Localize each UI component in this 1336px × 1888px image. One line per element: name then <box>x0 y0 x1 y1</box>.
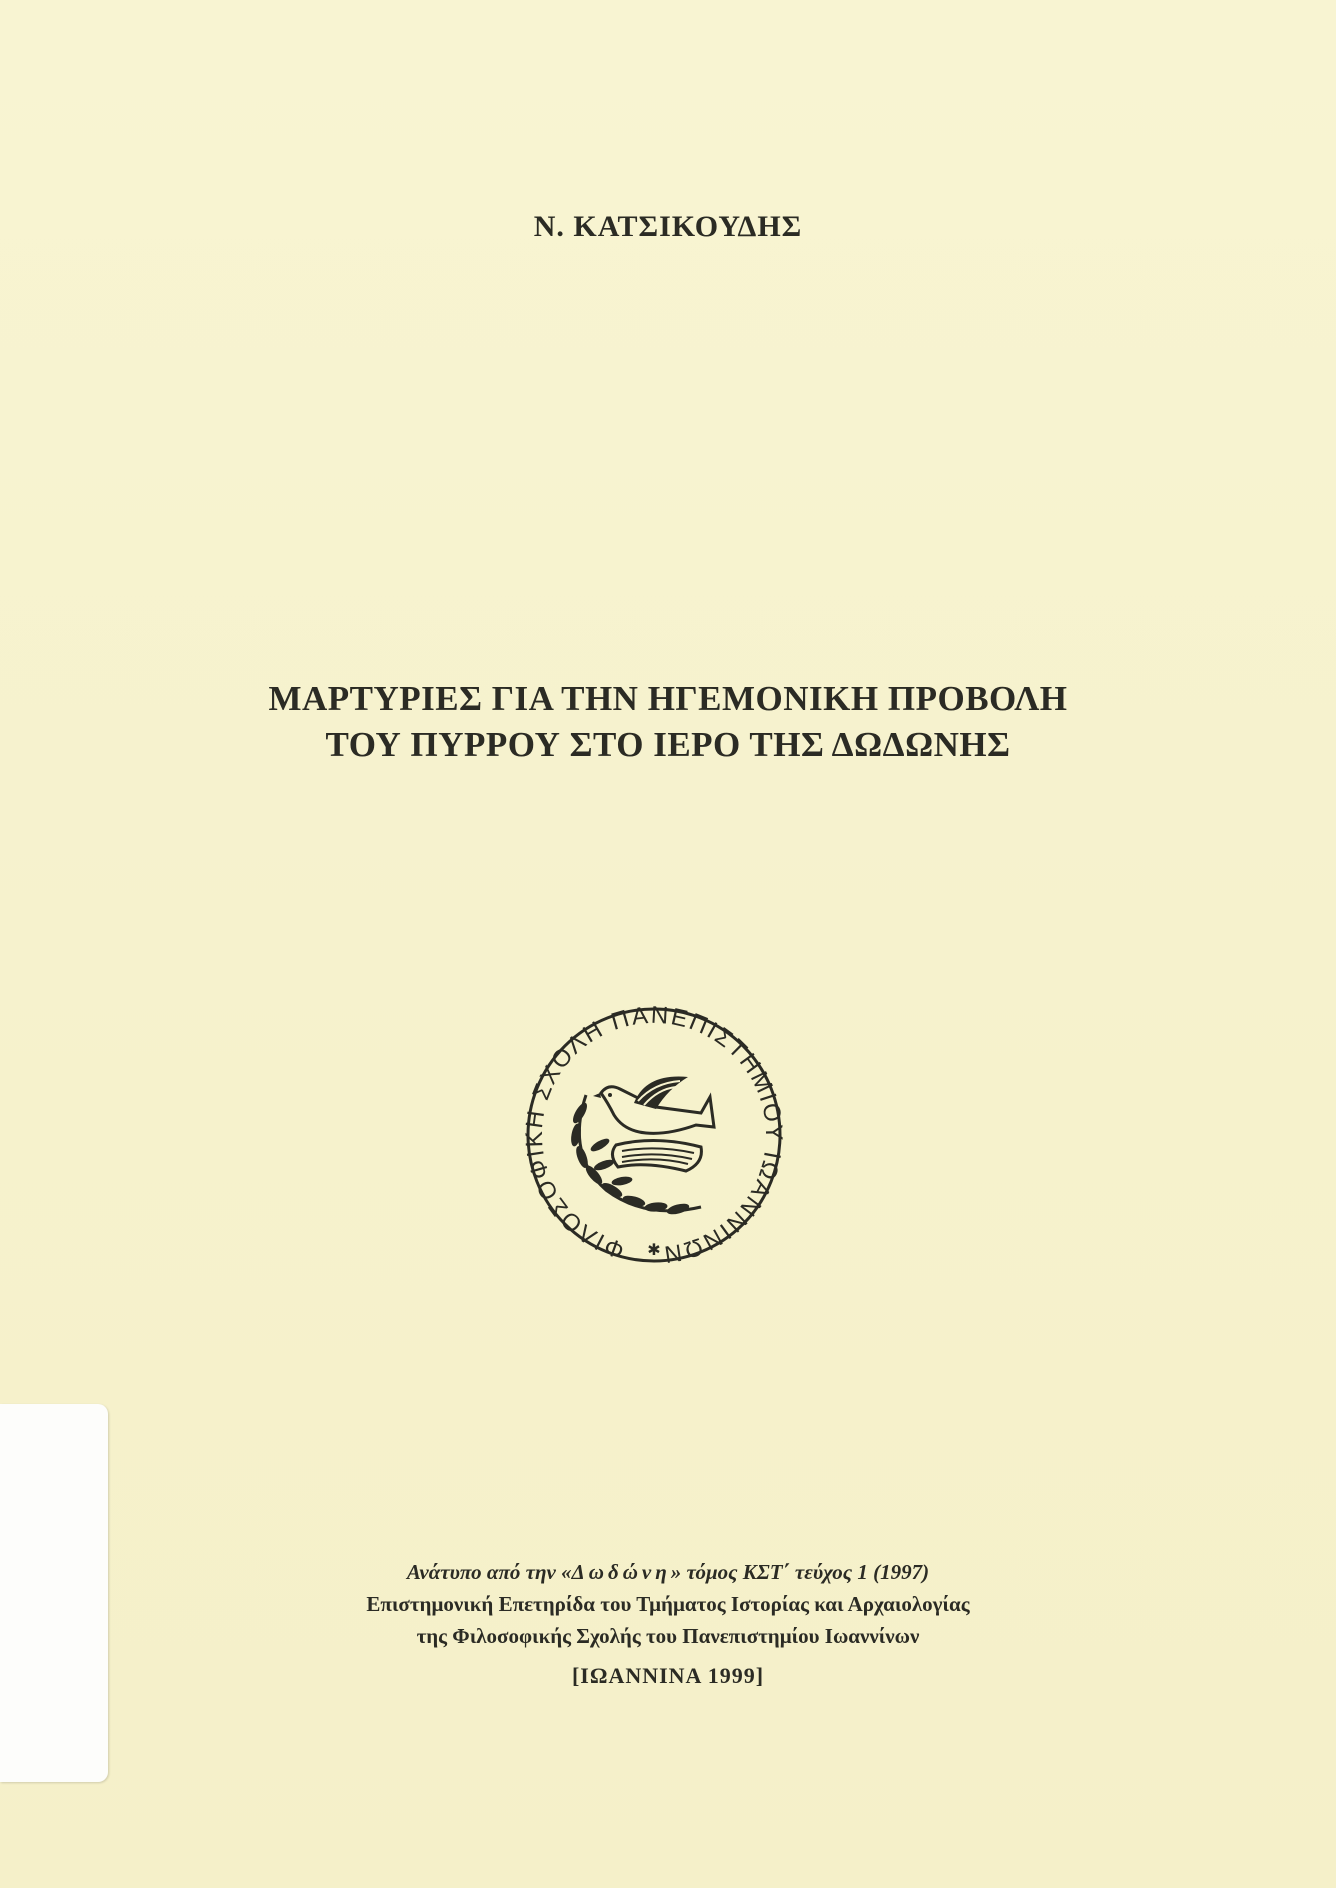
reprint-prefix: Ανάτυπο από την « <box>406 1560 572 1584</box>
seal-text: ΦΙΛΟΣΟΦΙΚΗ ΣΧΟΛΗ ΠΑΝΕΠΙΣΤΗΜΙΟΥ ΙΩΑΝΝΙΝΩΝ <box>520 1001 788 1268</box>
publisher-line-1: Επιστημονική Επετηρίδα του Τμήματος Ιστορίας και Αρχαιολογίας <box>366 1592 970 1616</box>
place-and-year: [ΙΩΑΝΝΙΝΑ 1999] <box>571 1663 765 1688</box>
author-name: Ν. ΚΑΤΣΙΚΟΥΔΗΣ <box>533 210 803 243</box>
journal-name: Δωδώνη <box>571 1560 671 1584</box>
publisher-line-2: της Φιλοσοφικής Σχολής του Πανεπιστημίου Ιωαννίνων <box>416 1624 920 1648</box>
publication-info <box>0 1556 1336 1692</box>
reprint-suffix: » τόμος ΚΣΤ΄ τεύχος 1 (1997) <box>670 1560 930 1584</box>
title-line-1: ΜΑΡΤΥΡΙΕΣ ΓΙΑ ΤΗΝ ΗΓΕΜΟΝΙΚΗ ΠΡΟΒΟΛΗ <box>268 679 1068 718</box>
dove-icon <box>593 1077 714 1134</box>
reprint-line <box>0 1556 1336 1588</box>
scroll-icon <box>612 1140 701 1171</box>
title-line-2: ΤΟΥ ΠΥΡΡΟΥ ΣΤΟ ΙΕΡΟ ΤΗΣ ΔΩΔΩΝΗΣ <box>325 725 1011 764</box>
university-seal-logo <box>496 985 812 1285</box>
page-title <box>0 676 1336 768</box>
seal-star-icon: ✱ <box>647 1242 661 1259</box>
